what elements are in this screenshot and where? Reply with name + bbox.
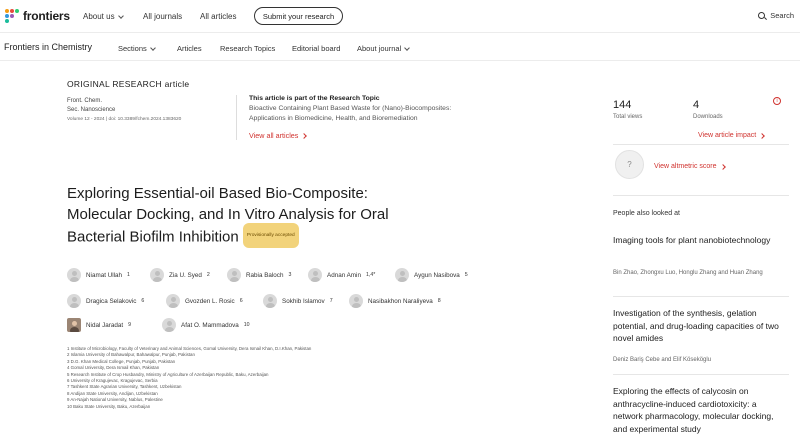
avatar-icon	[67, 294, 81, 308]
nav-about-us-label: About us	[83, 12, 115, 21]
total-views-label: Total views	[613, 114, 643, 120]
author-item[interactable]	[308, 268, 375, 282]
author-item[interactable]	[349, 294, 441, 308]
avatar-icon	[395, 268, 409, 282]
tab-sections[interactable]	[118, 44, 155, 53]
chevron-right-icon	[302, 133, 308, 139]
affiliation-item: 7 Tashkent State Agrarian University, Tashkent, Uzbekistan	[67, 384, 182, 390]
chevron-down-icon	[404, 45, 410, 51]
journal-navigation	[0, 33, 800, 61]
affiliation-item: 2 Islamia University of Bahawalpur, Bahawalpur, Punjab, Pakistan	[67, 352, 195, 358]
avatar-icon	[162, 318, 176, 332]
search-label: Search	[770, 11, 794, 20]
author-name: Nasibakhon Naraliyeva	[368, 297, 433, 305]
tab-about-journal-label: About journal	[357, 44, 402, 53]
author-name: Sokhib Islamov	[282, 297, 325, 305]
author-item[interactable]	[395, 268, 468, 282]
author-name: Gvozden L. Rosic	[185, 297, 235, 305]
author-sup: 3	[288, 272, 292, 278]
author-sup: 10	[243, 322, 250, 328]
altmetric-badge[interactable]: ?	[615, 150, 644, 179]
top-navigation	[0, 0, 800, 33]
avatar-icon	[349, 294, 363, 308]
author-item[interactable]	[67, 318, 131, 332]
search-icon	[758, 12, 765, 19]
tab-sections-label: Sections	[118, 44, 147, 53]
related-article-title[interactable]: Exploring the effects of calycosin on anthracycline-induced cardiotoxicity: a network pharmacology, molecular docking, and experimental study	[613, 386, 774, 434]
logo-text: frontiers	[23, 9, 70, 23]
research-topic-heading: This article is part of the Research Topic	[249, 95, 380, 102]
affiliation-item: 5 Research Institute of Crop Husbandry, Ministry of Agriculture of Azerbaijan Republic, Baku, Azerbaijan	[67, 371, 269, 377]
research-topic-title[interactable]: Bioactive Containing Plant Based Waste for (Nano)-Biocomposites: Applications in Biomedicine, Health, and Bioremediation	[249, 105, 452, 122]
chevron-right-icon	[759, 133, 765, 139]
affiliation-item: 9 An-Najah National University, Nablus, Palestine	[67, 397, 163, 403]
avatar-icon	[67, 318, 81, 332]
chevron-down-icon	[150, 45, 156, 51]
tab-editorial-board[interactable]	[292, 44, 340, 53]
nav-all-journals[interactable]	[143, 12, 182, 21]
view-all-articles-label: View all articles	[249, 131, 299, 140]
affiliation-item: 8 Andijan State University, Andijan, Uzbekistan	[67, 390, 158, 396]
downloads-label: Downloads	[693, 114, 723, 120]
journal-short: Front. Chem.	[67, 98, 103, 104]
avatar-icon	[150, 268, 164, 282]
author-item[interactable]	[67, 294, 144, 308]
article-title-text: Exploring Essential-oil Based Bio-Composite: Molecular Docking, and In Vitro Analysis for Oral Bacterial Biofilm Inhibition	[67, 185, 389, 246]
tab-research-topics[interactable]	[220, 44, 275, 53]
frontiers-logo[interactable]	[5, 9, 70, 23]
avatar-icon	[227, 268, 241, 282]
author-sup: 2	[206, 272, 210, 278]
divider	[613, 195, 789, 196]
author-name: Niamat Ullah	[86, 271, 123, 279]
divider	[613, 144, 789, 145]
author-sup: 7	[329, 298, 333, 304]
view-altmetric-label: View altmetric score	[654, 163, 717, 170]
author-item[interactable]	[227, 268, 291, 282]
affiliations	[67, 346, 427, 410]
author-sup: 6	[239, 298, 243, 304]
view-all-articles-link[interactable]	[249, 131, 476, 140]
info-icon[interactable]: i	[773, 97, 781, 105]
submit-research-button[interactable]: Submit your research	[254, 7, 343, 25]
author-name: Aygun Nasibova	[414, 271, 460, 279]
author-sup: 9	[128, 322, 132, 328]
author-sup: 8	[437, 298, 441, 304]
nav-about-us[interactable]	[83, 12, 123, 21]
author-item[interactable]	[150, 268, 210, 282]
affiliation-item: 10 Baku State University, Baku, Azerbaijan	[67, 403, 151, 409]
article-title	[67, 183, 397, 250]
author-name: Rabia Baloch	[246, 271, 284, 279]
author-name: Dragica Selakovic	[86, 297, 137, 305]
nav-all-journals-label: All journals	[143, 12, 183, 21]
avatar-icon	[263, 294, 277, 308]
nav-all-articles-label: All articles	[200, 12, 237, 21]
view-article-impact-label: View article impact	[698, 132, 757, 139]
downloads-value: 4	[693, 99, 700, 111]
related-article-title[interactable]: Investigation of the synthesis, gelation potential, and drug-loading capacities of two novel amides	[613, 308, 779, 343]
tab-research-topics-label: Research Topics	[220, 44, 276, 53]
chevron-right-icon	[720, 164, 726, 170]
tab-editorial-board-label: Editorial board	[292, 44, 341, 53]
view-altmetric-link[interactable]	[654, 163, 725, 170]
author-sup: 5	[464, 272, 468, 278]
article-type: ORIGINAL RESEARCH article	[67, 79, 190, 89]
affiliation-item: 6 University of Kragujevac, Kragujevac, Serbia	[67, 378, 158, 384]
research-topic-box	[236, 95, 476, 140]
avatar-icon	[166, 294, 180, 308]
divider	[613, 374, 789, 375]
tab-articles[interactable]	[177, 44, 202, 53]
author-item[interactable]	[67, 268, 130, 282]
people-also-heading: People also looked at	[613, 210, 680, 217]
author-sup: 1	[127, 272, 130, 278]
volume-doi: Volume 12 - 2024 | doi: 10.3389/fchem.2024.1383620	[67, 117, 182, 122]
total-views-value: 144	[613, 99, 632, 111]
frontiers-logo-icon	[5, 9, 19, 23]
avatar-icon	[308, 268, 322, 282]
related-article-authors: Bin Zhao, Zhongxu Luo, Honglu Zhang and Huan Zhang	[613, 270, 763, 276]
related-article-title[interactable]: Imaging tools for plant nanobiotechnology	[613, 235, 771, 245]
author-sup: 6	[141, 298, 145, 304]
author-name: Zia U. Syed	[169, 271, 202, 279]
related-article-authors: Deniz Bariş Cebe and Elif Köseköglu	[613, 357, 712, 363]
view-article-impact-link[interactable]	[698, 132, 764, 139]
affiliation-item: 1 Institute of Microbiology, Faculty of Veterinary and Animal Sciences, Gomal University, Dera Ismail Khan, D.I.Khan, Pakistan	[67, 346, 312, 351]
journal-section[interactable]: Sec. Nanoscience	[67, 107, 116, 113]
status-badge: Provisionally accepted	[243, 223, 299, 248]
journal-title[interactable]: Frontiers in Chemistry	[4, 42, 93, 52]
tab-about-journal[interactable]	[357, 44, 409, 53]
author-sup: 1,4*	[365, 272, 376, 278]
divider	[613, 296, 789, 297]
chevron-down-icon	[118, 13, 124, 19]
author-item[interactable]	[166, 294, 243, 308]
article-meta	[67, 97, 181, 124]
author-name: Afat O. Mammadova	[181, 321, 239, 329]
affiliation-item: 3 D.G. Khan Medical College, Punjab, Punjab, Pakistan	[67, 358, 176, 364]
tab-articles-label: Articles	[177, 44, 202, 53]
search-button[interactable]	[758, 11, 794, 20]
author-item[interactable]	[162, 318, 250, 332]
avatar-icon	[67, 268, 81, 282]
author-name: Adnan Amin	[327, 271, 361, 279]
nav-all-articles[interactable]	[200, 12, 236, 21]
author-item[interactable]	[263, 294, 333, 308]
author-name: Nidal Jaradat	[86, 321, 124, 329]
affiliation-item: 4 Gomal University, Dera Ismail Khan, Pakistan	[67, 365, 160, 371]
